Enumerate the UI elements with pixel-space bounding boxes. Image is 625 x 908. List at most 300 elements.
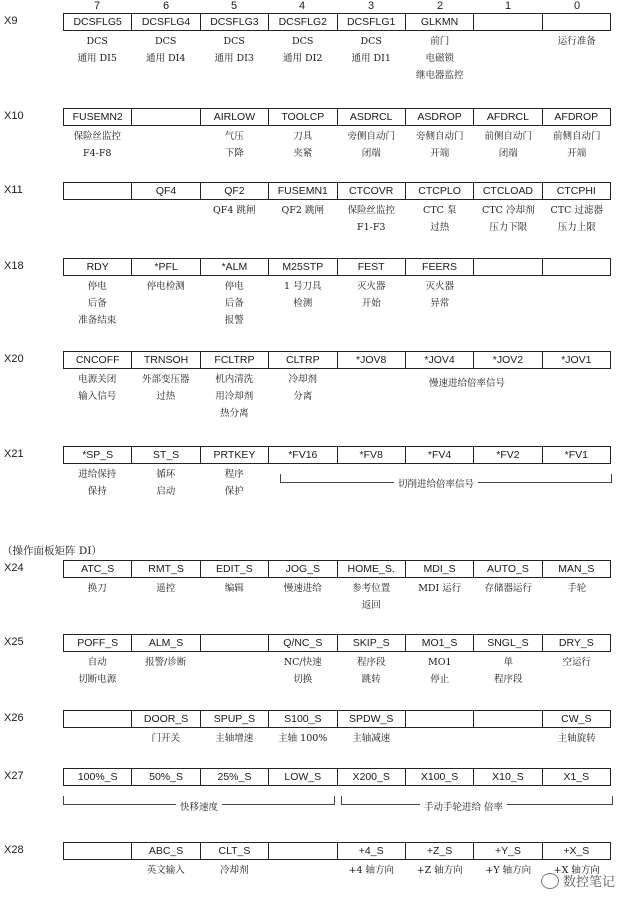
description-line: +4 轴方向 [348,865,395,876]
description-line: F4-F8 [83,148,112,159]
bit-cell: MDI_S [406,561,474,577]
description-line: 切换 [293,674,313,685]
bit-cell: CTCLOAD [474,183,542,199]
bit-description [543,371,612,422]
bit-description [269,371,338,422]
bit-description [406,730,475,747]
description-row [63,128,611,162]
bit-description [63,466,132,500]
description-line: 通用 DI2 [283,53,323,64]
span-label: 手动手轮进给 倍率 [420,799,507,813]
description-line: 电源关闭 [78,374,117,385]
description-row [63,371,611,422]
register-row [63,768,611,786]
description-line: 跳转 [361,674,381,685]
bit-cell: +Y_S [474,843,542,859]
bit-description [474,128,543,162]
bit-cell: CTCPHI [556,185,596,197]
description-line: 前侧自动门 [552,131,601,142]
bit-cell: Q/NC_S [269,635,337,651]
bit-description [337,580,406,614]
description-line: 继电器监控 [415,70,464,81]
bit-cell: FUSEMN2 [64,109,132,125]
bit-cell: +4_S [338,843,406,859]
bit-description [543,202,612,236]
bit-description [474,278,543,329]
bit-cell: QF4 [132,183,200,199]
bit-description [474,730,543,747]
description-line: 保持 [87,486,107,497]
bit-description [200,466,269,500]
row-label: X20 [4,353,24,365]
row-label: X28 [4,844,24,856]
description-line: 空运行 [562,657,591,668]
description-line: 报警/诊断 [145,657,187,668]
watermark-text: 数控笔记 [562,875,615,890]
bit-description [474,654,543,688]
bit-description [63,371,132,422]
description-line: DCS [155,36,177,47]
bit-description [132,202,201,236]
description-line: 开始 [361,298,381,309]
bit-cell: CNCOFF [64,352,132,368]
description-line: 报警 [224,315,244,326]
bit-description [200,654,269,688]
bit-cell: 50%_S [132,769,200,785]
bit-description [200,278,269,329]
bit-description [269,128,338,162]
description-line: QF2 跳闸 [281,205,324,216]
bit-description [269,278,338,329]
description-line: 保险丝监控 [347,205,395,216]
description-line: 准备结束 [78,315,117,326]
bit-cell: FEERS [406,259,474,275]
bit-cell: MO1_S [406,635,474,651]
description-line: 程序 [224,469,244,480]
bit-cell: ASDROP [406,109,474,125]
bit-description [200,371,269,422]
register-row [63,842,611,860]
bit-description [132,730,201,747]
bit-cell [132,109,200,125]
bit-cell: DOOR_S [132,711,200,727]
bit-cell: X10_S [474,769,542,785]
description-line: 下降 [224,148,244,159]
bit-cell [269,843,337,859]
bit-cell: +X_S [563,845,590,857]
description-line: 后备 [87,298,107,309]
bit-cell [64,843,132,859]
description-line: QF4 跳闸 [213,205,256,216]
bit-description [406,128,475,162]
bit-cell: +Z_S [406,843,474,859]
description-line: 冷却剂 [288,374,317,385]
bit-cell: TRNSOH [132,352,200,368]
row-label: X18 [4,260,24,272]
bit-cell: CLTRP [269,352,337,368]
bit-cell: EDIT_S [201,561,269,577]
description-line: 刀具 [293,131,313,142]
bit-description [63,862,132,879]
description-line: 编辑 [224,583,244,594]
bit-description [406,202,475,236]
description-line: 机内清洗 [215,374,254,385]
bit-description [132,862,201,879]
bit-cell: 100%_S [64,769,132,785]
span-label: 切削进给倍率信号 [394,476,478,490]
description-line: 1 号刀具 [283,281,322,292]
bit-description [337,654,406,688]
bit-description [269,862,338,879]
description-line: 异常 [430,298,450,309]
description-line: 过热 [156,391,176,402]
bit-cell: AFDRCL [474,109,542,125]
bit-description [406,33,475,84]
col-1: 1 [504,0,512,12]
bit-description [63,128,132,162]
bit-cell: DCSFLG4 [132,14,200,30]
description-line: 参考位置 [352,583,391,594]
description-line: 通用 DI4 [146,53,186,64]
bit-description [269,466,338,500]
bit-description [406,862,475,879]
bit-cell [474,14,542,30]
description-line: 输入信号 [78,391,117,402]
bit-cell: FUSEMN1 [269,183,337,199]
col-2: 2 [436,0,444,12]
description-line: +X 轴方向 [553,865,600,876]
bit-description [132,128,201,162]
bit-cell: FCLTRP [201,352,269,368]
bit-cell [543,14,610,30]
bit-cell [474,711,542,727]
bit-cell: *ALM [201,259,269,275]
bit-description [269,654,338,688]
description-line: 存储器运行 [484,583,532,594]
bit-description [543,33,612,84]
description-line: 用冷却剂 [215,391,254,402]
description-line: 主轴旋转 [557,733,596,744]
description-line: NC/快速 [283,657,322,668]
bit-description [132,580,201,614]
bit-cell: CW_S [561,713,592,725]
bit-cell [64,183,132,199]
description-line: 检测 [293,298,313,309]
description-line: DCS [292,36,314,47]
bit-cell: *FV4 [406,447,474,463]
description-line: 闭端 [498,148,518,159]
description-row [63,202,611,236]
bit-cell: M25STP [269,259,337,275]
description-line: 旁侧自动门 [415,131,464,142]
bit-cell: SNGL_S [474,635,542,651]
bit-cell: *JOV1 [561,354,592,366]
bit-cell: *FV2 [474,447,542,463]
description-row [63,862,611,879]
bit-description [63,202,132,236]
bit-description [406,278,475,329]
description-line: 保护 [224,486,244,497]
description-line: 慢速进给 [283,583,322,594]
bit-cell: X200_S [338,769,406,785]
bit-cell: ABC_S [132,843,200,859]
bit-cell: AUTO_S [474,561,542,577]
description-line: 手轮 [567,583,587,594]
register-row [63,351,611,369]
wechat-icon [541,873,559,889]
bit-description [337,862,406,879]
description-line: 门开关 [151,733,180,744]
bit-description [200,862,269,879]
column-header [0,0,625,14]
span-label: 快移速度 [176,799,222,813]
description-line: 切断电源 [78,674,117,685]
row-label: X11 [4,184,23,196]
description-line: 停电 [87,281,107,292]
description-line: 前门 [430,36,450,47]
register-row [63,710,611,728]
bit-description [200,580,269,614]
bit-cell: AFDROP [554,111,599,123]
bit-description [474,466,543,500]
description-line: 压力下限 [489,222,528,233]
bit-description [337,202,406,236]
col-3: 3 [367,0,375,12]
bit-cell: GLKMN [406,14,474,30]
bit-cell: 25%_S [201,769,269,785]
col-4: 4 [298,0,306,12]
bit-cell: FEST [338,259,406,275]
bit-cell: *FV16 [269,447,337,463]
description-line: 闭端 [361,148,381,159]
bit-description [132,654,201,688]
description-row [63,466,611,500]
description-line: 返回 [361,600,381,611]
bit-description [269,33,338,84]
description-line: +Y 轴方向 [485,865,532,876]
bit-cell: SKIP_S [338,635,406,651]
bit-description [63,654,132,688]
col-0: 0 [573,0,581,12]
row-label: X21 [4,448,24,460]
bit-description [543,580,612,614]
bit-description [132,33,201,84]
description-line: 循环 [156,469,176,480]
bit-description [543,466,612,500]
description-line: 夹紧 [293,148,313,159]
row-label: X26 [4,712,24,724]
description-line: +Z 轴方向 [416,865,463,876]
description-line: DCS [360,36,382,47]
bit-cell: HOME_S. [338,561,406,577]
description-line: 主轴 100% [278,733,328,744]
bit-description [132,278,201,329]
row-label: X9 [4,15,18,27]
bit-cell [64,711,132,727]
section-title: （操作面板矩阵 DI） [2,545,102,557]
bit-cell: CTCPLO [406,183,474,199]
description-line: 旁侧自动门 [347,131,395,142]
row-label: X27 [4,770,24,782]
description-line: 通用 DI1 [351,53,391,64]
bit-cell: MAN_S [558,563,595,575]
bit-cell: *SP_S [64,447,132,463]
bit-description [269,580,338,614]
bit-description [337,278,406,329]
description-line: F1-F3 [357,222,386,233]
bit-description [474,580,543,614]
bit-cell: SPDW_S [338,711,406,727]
description-line: MO1 [427,657,452,668]
description-line: 停止 [430,674,450,685]
row-label: X24 [4,562,24,574]
description-line: 分离 [293,391,313,402]
register-row [63,634,611,652]
bit-description [63,33,132,84]
description-line: 遥控 [156,583,176,594]
bit-description [543,730,612,747]
description-line: 主轴减速 [352,733,391,744]
bit-cell: ALM_S [132,635,200,651]
bit-description [132,371,201,422]
description-line: CTC 过滤器 [550,205,603,216]
description-line: 过热 [430,222,450,233]
description-line: 热分离 [219,408,249,419]
bit-description [200,128,269,162]
bit-cell: PRTKEY [201,447,269,463]
col-6: 6 [162,0,170,12]
bit-cell: CTCOVR [338,183,406,199]
description-line: 前侧自动门 [484,131,532,142]
register-row [63,258,611,276]
row-label: X10 [4,110,24,122]
description-line: 通用 DI3 [214,53,254,64]
description-line: 停电 [224,281,244,292]
col-7: 7 [93,0,101,12]
register-row [63,182,611,200]
col-5: 5 [230,0,238,12]
description-line: 外部变压器 [141,374,190,385]
bit-cell: RDY [64,259,132,275]
bit-description [474,202,543,236]
bit-description [543,278,612,329]
bit-description [474,862,543,879]
bit-cell: X100_S [406,769,474,785]
bit-cell: *JOV4 [406,352,474,368]
bit-description [337,128,406,162]
bit-description [337,371,406,422]
bit-cell: SPUP_S [201,711,269,727]
description-line: 英文输入 [146,865,185,876]
description-row [63,654,611,688]
description-line: 通用 DI5 [77,53,117,64]
bit-description [406,654,475,688]
bit-description [269,730,338,747]
bit-description [200,33,269,84]
description-line: 灭火器 [425,281,454,292]
bit-cell: AIRLOW [201,109,269,125]
bit-description [406,580,475,614]
bit-cell: *PFL [132,259,200,275]
bit-description [543,654,612,688]
register-row [63,446,611,464]
bit-description [63,580,132,614]
description-line: 后备 [224,298,244,309]
description-line: DCS [86,36,108,47]
description-line: 进给保持 [78,469,117,480]
description-row [63,730,611,747]
description-line: 保险丝监控 [73,131,121,142]
bit-description [200,202,269,236]
bit-cell: DCSFLG3 [201,14,269,30]
description-row [63,33,611,84]
description-line: 电磁锁 [425,53,454,64]
description-line: 灭火器 [356,281,386,292]
bit-cell: S100_S [269,711,337,727]
description-line: 开端 [430,148,450,159]
bit-description [63,730,132,747]
description-row [63,580,611,614]
description-line: 压力上限 [557,222,596,233]
bit-description [474,33,543,84]
bit-cell: ASDRCL [338,109,406,125]
bit-cell: DCSFLG5 [64,14,132,30]
description-row [63,278,611,329]
description-line: 气压 [224,131,244,142]
row-label: X25 [4,636,24,648]
watermark-logo [541,871,615,890]
bit-cell: ATC_S [64,561,132,577]
description-line: 换刀 [87,583,107,594]
bit-description [269,202,338,236]
bit-cell: *JOV2 [474,352,542,368]
description-line: 程序段 [356,657,386,668]
bit-cell: RMT_S [132,561,200,577]
register-row [63,108,611,126]
description-line: 主轴增速 [215,733,254,744]
description-line: CTC 冷却剂 [482,205,535,216]
bit-description [200,730,269,747]
description-line: 单 [503,657,513,668]
bit-cell [543,259,610,275]
bit-cell [474,259,542,275]
description-line: CTC 泵 [423,205,457,216]
span-label: 慢速进给倍率信号 [425,375,509,389]
bit-description [63,278,132,329]
bit-cell: QF2 [201,183,269,199]
description-line: 停电检测 [146,281,185,292]
bit-cell: CLT_S [201,843,269,859]
bit-cell: JOG_S [269,561,337,577]
description-line: 开端 [567,148,587,159]
bit-description [132,466,201,500]
bit-cell: *JOV8 [338,352,406,368]
bit-cell: DRY_S [558,637,594,649]
bit-description [543,128,612,162]
bit-cell: *FV8 [338,447,406,463]
bit-cell: DCSFLG2 [269,14,337,30]
bit-cell: TOOLCP [269,109,337,125]
description-line: 冷却剂 [219,865,249,876]
description-line: DCS [223,36,245,47]
bit-cell: X1_S [563,771,590,783]
register-row [63,560,611,578]
bit-cell [201,635,269,651]
register-row [63,13,611,31]
bit-description [337,730,406,747]
description-line: 启动 [156,486,176,497]
bit-cell: LOW_S [269,769,337,785]
